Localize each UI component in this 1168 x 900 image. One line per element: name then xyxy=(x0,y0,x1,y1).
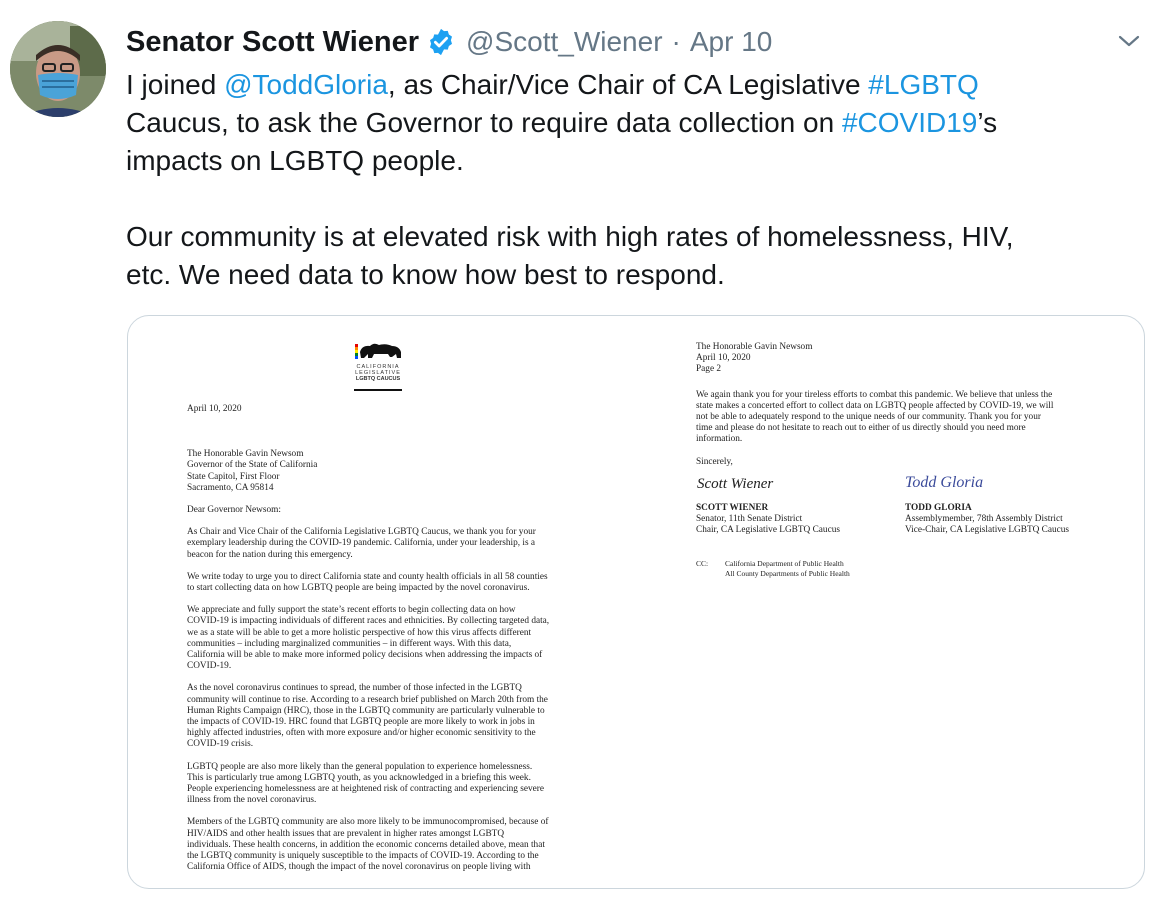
body-line: exemplary leadership during the COVID-19 pandemic. California, under your leadership, is a xyxy=(187,538,536,549)
signature-gloria: Todd Gloria xyxy=(905,474,984,491)
body-line: As Chair and Vice Chair of the California Legislative LGBTQ Caucus, we thank you for your xyxy=(187,527,536,538)
letter-page-2 xyxy=(696,342,1096,479)
body-line: COVID-19. xyxy=(187,661,232,672)
signatory-title: Assemblymember, 78th Assembly District xyxy=(905,514,1063,525)
body-line: We appreciate and fully support the state’s recent efforts to begin collecting data on how xyxy=(187,605,516,616)
body-line: state makes a concerted effort to collect data on LGBTQ people affected by COVID-19, we will xyxy=(696,400,1054,411)
body-line: LGBTQ people are also more likely than the general population to experience homelessness. xyxy=(187,761,533,772)
body-line: the LGBTQ community is uniquely susceptible to the impacts of COVID-19. According to the xyxy=(187,851,539,862)
body-line: time and please do not hesitate to reach out to either of us directly should you need more xyxy=(696,423,1026,434)
text-line: Our community is at elevated risk with high rates of homelessness, HIV, xyxy=(126,221,1014,252)
address-line: Sacramento, CA 95814 xyxy=(187,482,274,493)
body-line: communities – including marginalized communities – in different ways. With this data, xyxy=(187,638,512,649)
separator-dot: · xyxy=(671,26,681,57)
body-line: People experiencing homelessness are at heightened risk of contracting and experiencing severe xyxy=(187,784,545,795)
cc-item: California Department of Public Health xyxy=(725,559,844,568)
body-line: community will continue to rise. According to a research brief published on March 20th from the xyxy=(187,694,548,705)
logo-text: LEGISLATIVE xyxy=(355,370,401,377)
body-line: individuals. These health concerns, in addition the economic concerns detailed above, mean that xyxy=(187,839,545,850)
address-line: Governor of the State of California xyxy=(187,460,318,471)
signatory-title: Senator, 11th Senate District xyxy=(696,514,803,525)
logo-text: CALIFORNIA xyxy=(356,364,400,370)
body-line: the impacts of COVID-19. HRC found that LGBTQ people are more likely to work in jobs in xyxy=(187,717,535,728)
avatar[interactable] xyxy=(10,21,106,117)
verified-badge-icon xyxy=(426,27,456,57)
body-line: California will be able to make more informed policy decisions when addressing the impacts of xyxy=(187,650,543,661)
hashtag-link[interactable]: #COVID19 xyxy=(841,107,978,138)
signatory-gloria xyxy=(905,503,1105,537)
body-line: we as a state will be able to get a more holistic perspective of how this virus affects different xyxy=(187,627,532,638)
signature-wiener: Scott Wiener xyxy=(697,476,774,492)
body-line: to start collecting data on how LGBTQ people are being impacted by the novel coronavirus. xyxy=(187,583,530,594)
caucus-logo xyxy=(352,340,404,392)
body-line: COVID-19 crisis. xyxy=(187,739,254,750)
body-line: beacon for the nation during this emergency. xyxy=(187,549,353,560)
tweet-date[interactable]: Apr 10 xyxy=(689,26,773,57)
text-line: etc. We need data to know how best to respond. xyxy=(126,259,725,290)
avatar-image xyxy=(10,21,106,117)
body-line: As the novel coronavirus continues to spread, the number of those infected in the LGBTQ xyxy=(187,683,522,694)
body-line: We again thank you for your tireless efforts to combat this pandemic. We believe that unless the xyxy=(696,389,1053,400)
address-line: The Honorable Gavin Newsom xyxy=(187,449,304,460)
logo-text: LGBTQ CAUCUS xyxy=(355,376,401,383)
body-line: not be able to adequately respond to the unique needs of our community. Thank you for your xyxy=(696,412,1041,423)
text-segment: I joined xyxy=(126,69,225,100)
page2-header: Page 2 xyxy=(696,364,722,375)
hashtag-link[interactable]: #LGBTQ xyxy=(868,69,979,100)
author-name[interactable]: Senator Scott Wiener xyxy=(126,25,420,58)
body-line: We write today to urge you to direct California state and county health officials in all 58 counties xyxy=(187,571,548,582)
body-line: highly affected industries, often with more exposure and/or higher economic sensitivity to the xyxy=(187,728,536,739)
mention-link[interactable]: @ToddGloria xyxy=(224,69,388,100)
more-options-chevron-down-icon[interactable] xyxy=(1114,26,1144,56)
signatory-title: Vice-Chair, CA Legislative LGBTQ Caucus xyxy=(905,525,1070,536)
signatory-name: SCOTT WIENER xyxy=(696,503,769,513)
cc-item: All County Departments of Public Health xyxy=(725,568,850,578)
page2-header: April 10, 2020 xyxy=(696,353,751,364)
signatory-name: TODD GLORIA xyxy=(905,503,972,513)
cc-list xyxy=(725,559,925,578)
page2-header: The Honorable Gavin Newsom xyxy=(696,342,813,352)
body-line: This is particularly true among LGBTQ youth, as you acknowledged in a briefing this week. xyxy=(187,772,531,783)
body-line: Human Rights Campaign (HRC), those in the LGBTQ community are particularly vulnerable to xyxy=(187,705,545,716)
tweet-header xyxy=(126,22,772,62)
closing: Sincerely, xyxy=(696,456,733,467)
tweet-text xyxy=(126,66,1126,294)
body-line: illness from the novel coronavirus. xyxy=(187,795,317,806)
body-line: Members of the LGBTQ community are also more likely to be immunocompromised, because of xyxy=(187,817,549,828)
body-line: information. xyxy=(696,434,743,445)
text-line: impacts on LGBTQ people. xyxy=(126,145,464,176)
salutation: Dear Governor Newsom: xyxy=(187,505,281,516)
body-line: California Office of AIDS, though the impact of the novel coronavirus on people living with xyxy=(187,862,531,873)
text-segment: , as Chair/Vice Chair of CA Legislative xyxy=(387,69,869,100)
address-line: State Capitol, First Floor xyxy=(187,471,280,482)
body-line: COVID-19 is impacting individuals of different races and ethnicities. By collecting targeted data, xyxy=(187,616,550,627)
signatory-wiener xyxy=(696,503,896,537)
letter-page-1 xyxy=(187,404,587,885)
signatory-title: Chair, CA Legislative LGBTQ Caucus xyxy=(696,525,840,536)
body-line: HIV/AIDS and other health issues that are prevalent in higher rates amongst LGBTQ xyxy=(187,828,505,839)
cc-label: CC: xyxy=(696,559,709,568)
letter-date: April 10, 2020 xyxy=(187,404,242,414)
text-segment: ’s xyxy=(977,107,998,138)
text-segment: Caucus, to ask the Governor to require data collection on xyxy=(126,107,842,138)
author-handle[interactable]: @Scott_Wiener xyxy=(466,26,663,57)
